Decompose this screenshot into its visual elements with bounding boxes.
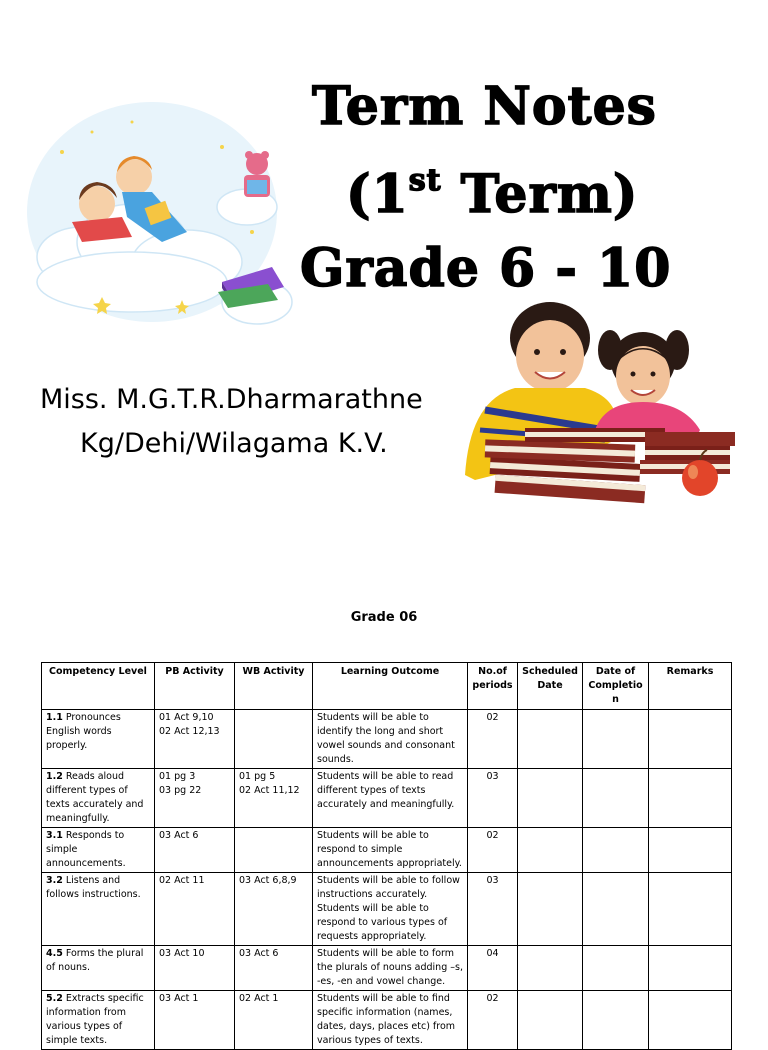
scheduled-date-cell xyxy=(518,991,583,1050)
wb-activity-cell: 02 Act 1 xyxy=(235,991,313,1050)
header-wb-activity: WB Activity xyxy=(235,663,313,710)
completion-date-cell xyxy=(583,710,649,769)
completion-date-cell xyxy=(583,991,649,1050)
competency-cell xyxy=(42,873,155,946)
remarks-cell xyxy=(649,710,732,769)
scheduled-date-cell xyxy=(518,946,583,991)
competency-number: 1.1 xyxy=(46,712,63,723)
completion-date-cell xyxy=(583,769,649,828)
author-block xyxy=(40,378,423,466)
competency-text: Pronounces English words properly. xyxy=(46,712,121,751)
wb-activity-cell xyxy=(235,828,313,873)
competency-text: Reads aloud different types of texts accurately and meaningfully. xyxy=(46,771,144,824)
scheduled-date-cell xyxy=(518,828,583,873)
competency-number: 3.1 xyxy=(46,830,63,841)
pb-activity-cell: 01 pg 3 03 pg 22 xyxy=(155,769,235,828)
document-title xyxy=(300,70,760,306)
competency-text: Responds to simple announcements. xyxy=(46,830,126,869)
periods-cell: 03 xyxy=(468,873,518,946)
completion-date-cell xyxy=(583,873,649,946)
pb-activity-cell: 01 Act 9,10 02 Act 12,13 xyxy=(155,710,235,769)
pb-activity-cell: 02 Act 11 xyxy=(155,873,235,946)
wb-activity-cell xyxy=(235,710,313,769)
competency-number: 4.5 xyxy=(46,948,63,959)
competency-cell xyxy=(42,710,155,769)
competency-cell xyxy=(42,769,155,828)
competency-text: Listens and follows instructions. xyxy=(46,875,141,900)
remarks-cell xyxy=(649,873,732,946)
learning-outcome-cell: Students will be able to find specific information (names, dates, days, places etc) from various types of texts. xyxy=(313,991,468,1050)
competency-number: 3.2 xyxy=(46,875,63,886)
competency-number: 5.2 xyxy=(46,993,63,1004)
competency-text: Forms the plural of nouns. xyxy=(46,948,144,973)
table-row xyxy=(42,769,732,828)
header-pb-activity: PB Activity xyxy=(155,663,235,710)
competency-number: 1.2 xyxy=(46,771,63,782)
title-term-sup: st xyxy=(408,163,442,198)
learning-outcome-cell: Students will be able to identify the long and short vowel sounds and consonant sounds. xyxy=(313,710,468,769)
periods-cell: 03 xyxy=(468,769,518,828)
school-name: Kg/Dehi/Wilagama K.V. xyxy=(80,428,388,459)
learning-outcome-cell: Students will be able to form the plurals of nouns adding –s, -es, -en and vowel change. xyxy=(313,946,468,991)
title-term-open: (1 xyxy=(346,164,409,225)
header-date-of-completion: Date of Completion xyxy=(583,663,649,710)
learning-outcome-cell: Students will be able to follow instructions accurately. Students will be able to respond to various types of requests appropriately. xyxy=(313,873,468,946)
competency-cell xyxy=(42,828,155,873)
completion-date-cell xyxy=(583,946,649,991)
periods-cell: 04 xyxy=(468,946,518,991)
teacher-name: Miss. M.G.T.R.Dharmarathne xyxy=(40,384,423,415)
pb-activity-cell: 03 Act 6 xyxy=(155,828,235,873)
pb-activity-cell: 03 Act 10 xyxy=(155,946,235,991)
table-row xyxy=(42,873,732,946)
table-row xyxy=(42,828,732,873)
learning-outcome-cell: Students will be able to respond to simple announcements appropriately. xyxy=(313,828,468,873)
table-header-row xyxy=(42,663,732,710)
periods-cell: 02 xyxy=(468,991,518,1050)
periods-cell: 02 xyxy=(468,710,518,769)
learning-outcome-cell: Students will be able to read different types of texts accurately and meaningfully. xyxy=(313,769,468,828)
title-line-1: Term Notes xyxy=(312,76,657,137)
pb-activity-cell: 03 Act 1 xyxy=(155,991,235,1050)
competency-text: Extracts specific information from various types of simple texts. xyxy=(46,993,144,1046)
children-with-books-photo xyxy=(455,290,755,515)
wb-activity-cell: 01 pg 5 02 Act 11,12 xyxy=(235,769,313,828)
header-learning-outcome: Learning Outcome xyxy=(313,663,468,710)
wb-activity-cell: 03 Act 6,8,9 xyxy=(235,873,313,946)
scheduled-date-cell xyxy=(518,710,583,769)
kids-on-cloud-clipart xyxy=(22,92,302,344)
scheduled-date-cell xyxy=(518,769,583,828)
remarks-cell xyxy=(649,991,732,1050)
remarks-cell xyxy=(649,946,732,991)
table-row xyxy=(42,946,732,991)
title-term-close: Term) xyxy=(441,164,639,225)
remarks-cell xyxy=(649,769,732,828)
remarks-cell xyxy=(649,828,732,873)
completion-date-cell xyxy=(583,828,649,873)
wb-activity-cell: 03 Act 6 xyxy=(235,946,313,991)
title-line-2 xyxy=(300,144,760,232)
term-plan-table xyxy=(41,662,732,1050)
header-scheduled-date: Scheduled Date xyxy=(518,663,583,710)
competency-cell xyxy=(42,991,155,1050)
header-no-of-periods: No.of periods xyxy=(468,663,518,710)
title-line-3: Grade 6 - 10 xyxy=(300,238,672,299)
table-row xyxy=(42,991,732,1050)
grade-heading: Grade 06 xyxy=(350,610,418,625)
header-remarks: Remarks xyxy=(649,663,732,710)
periods-cell: 02 xyxy=(468,828,518,873)
table-row xyxy=(42,710,732,769)
competency-cell xyxy=(42,946,155,991)
header-competency-level: Competency Level xyxy=(42,663,155,710)
scheduled-date-cell xyxy=(518,873,583,946)
